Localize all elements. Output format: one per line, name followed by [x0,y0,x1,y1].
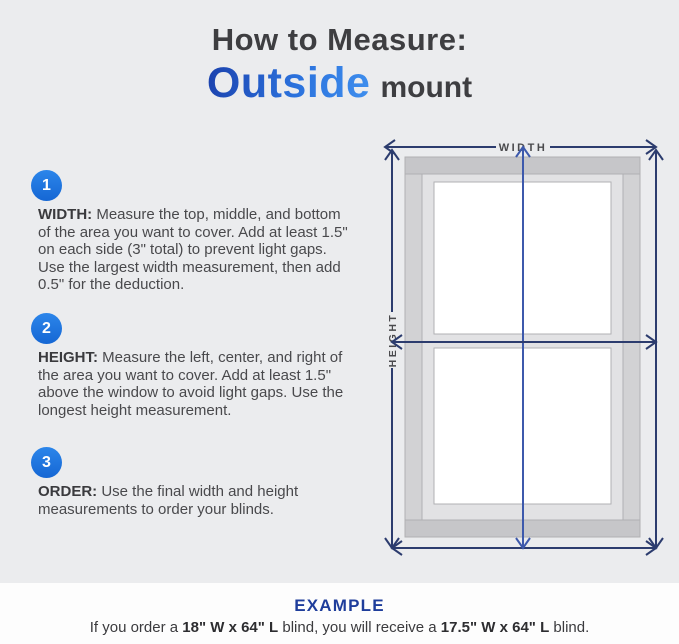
step-body: Measure the left, center, and right of the area you want to cover. Add at least 1.5" above the window to avoid light gaps. Use the longest height measurement. [38,349,344,419]
step-body: Measure the top, middle, and bottom of the area you want to cover. Add at least 1.5" on each side (3" total) to prevent light gaps. Use the largest width measurement, then add 0.5" for the deduction. [38,206,348,293]
example-received-size: 17.5" W x 64" L [440,619,550,636]
step-number-badge: 1 [31,170,62,201]
example-part: blind. [549,619,590,636]
height-label: HEIGHT [387,312,399,368]
step-text [38,349,352,419]
step-item-order [31,447,376,518]
example-heading: EXAMPLE [294,596,385,615]
example-ordered-size: 18" W x 64" L [182,619,279,636]
step-number-badge: 2 [31,313,62,344]
step-text [38,483,352,518]
width-label: WIDTH [498,142,548,154]
step-item-height [31,313,376,419]
example-part: blind, you will receive a [278,619,441,636]
step-text [38,206,352,294]
title-suffix: mount [380,71,473,104]
title-line1: How to Measure: [211,22,468,57]
example-part: If you order a [89,619,183,636]
title [0,22,679,116]
step-label: HEIGHT: [38,349,98,366]
title-line2 [0,60,679,116]
height-arrow-right [649,150,663,548]
step-item-width [31,170,376,294]
measurement-diagram [378,134,671,579]
step-label: ORDER: [38,483,98,500]
step-number-badge: 3 [31,447,62,478]
example-text [0,619,679,636]
example-section [0,583,679,644]
step-label: WIDTH: [38,206,93,223]
title-highlight: Outside [206,59,371,107]
step-body: Use the final width and height measurements to order your blinds. [38,483,299,518]
